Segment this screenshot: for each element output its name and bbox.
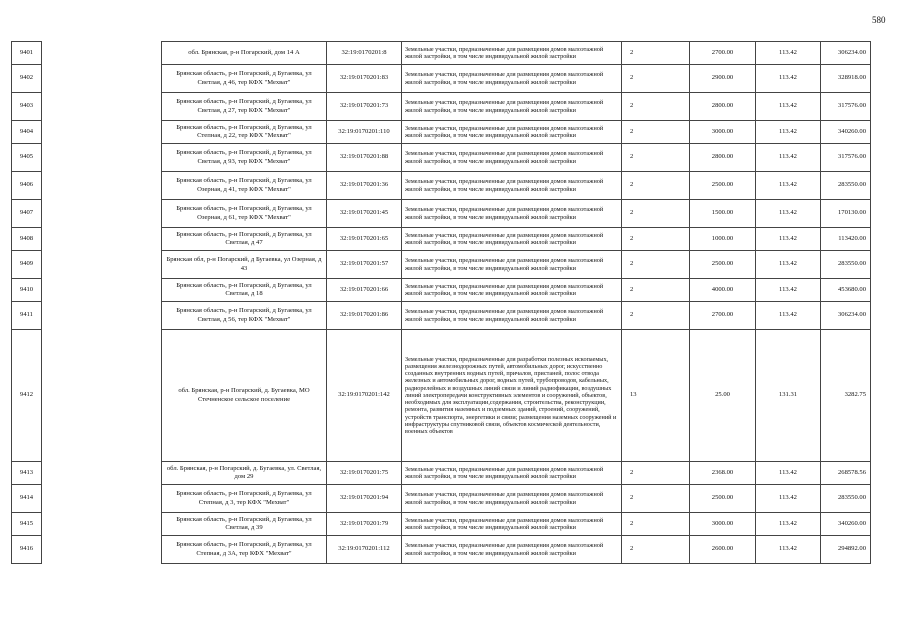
address-cell: Брянская область, р-н Погарский, д Бугаевка, ул Озерная, д 41, тер КФХ "Мехват" [162,172,327,200]
cadastral-number-cell: 32:19:0170201:94 [327,485,402,513]
group-cell: 2 [622,279,690,302]
spacer-cell [42,513,162,536]
group-cell: 2 [622,42,690,65]
rate-cell: 113.42 [756,200,821,228]
area-cell: 2800.00 [690,144,756,172]
area-cell: 2600.00 [690,536,756,564]
group-cell: 2 [622,144,690,172]
rate-cell: 113.42 [756,172,821,200]
address-cell: обл. Брянская, р-н Погарский, д. Бугаевка, ул. Светлая, дом 29 [162,462,327,485]
table-row [12,251,871,279]
address-cell: обл. Брянская, р-н Погарский, д. Бугаевка, МО Стечненское сельское поселение [162,330,327,462]
cadastral-number-cell: 32:19:0170201:142 [327,330,402,462]
group-cell: 2 [622,93,690,121]
land-use-cell: Земельные участки, предназначенные для размещения домов малоэтажной жилой застройки, в том числе индивидуальной жилой застройки [402,42,622,65]
rate-cell: 113.42 [756,228,821,251]
area-cell: 2800.00 [690,93,756,121]
group-cell: 2 [622,228,690,251]
rate-cell: 113.42 [756,251,821,279]
row-number-cell: 9403 [12,93,42,121]
land-use-cell: Земельные участки, предназначенные для разработки полезных ископаемых, размещения железнодорожных путей, автомобильных дорог, искусственно созданных внутренних водных путей, причалов, пристаней, полос отвода железных и автомобильных дорог, водных путей, трубопроводов, кабельных, радиорелейных и воздушных линий связи и линий радиофикации, воздушных линий электропередачи конструктивных элементов и сооружений, объектов, необходимых для эксплуатации,содержания, строительства, реконструкции, ремонта, развития наземных и подземных зданий, строений, сооружений, устройств транспорта, энергетики и связи; размещения наземных сооружений и инфраструктуры спутниковой связи, объектов космической деятельности, военных объектов [402,330,622,462]
address-cell: Брянская область, р-н Погарский, д Бугаевка, ул Степная, д 22, тер КФХ "Мехват" [162,121,327,144]
table-row [12,536,871,564]
spacer-cell [42,200,162,228]
area-cell: 3000.00 [690,121,756,144]
area-cell: 2500.00 [690,172,756,200]
rate-cell: 113.42 [756,121,821,144]
cadastral-value-cell: 283550.00 [821,251,871,279]
row-number-cell: 9412 [12,330,42,462]
land-use-cell: Земельные участки, предназначенные для размещения домов малоэтажной жилой застройки, в том числе индивидуальной жилой застройки [402,200,622,228]
row-number-cell: 9414 [12,485,42,513]
address-cell: Брянская область, р-н Погарский, д Бугаевка, ул Степная, д 3, тер КФХ "Мехват" [162,485,327,513]
rate-cell: 113.42 [756,144,821,172]
group-cell: 2 [622,513,690,536]
spacer-cell [42,462,162,485]
address-cell: Брянская область, р-н Погарский, д Бугаевка, ул Светлая, д 27, тер КФХ "Мехват" [162,93,327,121]
table-row [12,228,871,251]
group-cell: 2 [622,121,690,144]
spacer-cell [42,536,162,564]
cadastral-number-cell: 32:19:0170201:36 [327,172,402,200]
spacer-cell [42,121,162,144]
cadastral-number-cell: 32:19:0170201:83 [327,65,402,93]
table-row [12,302,871,330]
group-cell: 2 [622,485,690,513]
row-number-cell: 9411 [12,302,42,330]
table-row [12,172,871,200]
area-cell: 2500.00 [690,485,756,513]
rate-cell: 113.42 [756,42,821,65]
rate-cell: 113.42 [756,93,821,121]
cadastral-number-cell: 32:19:0170201:57 [327,251,402,279]
area-cell: 1000.00 [690,228,756,251]
cadastral-value-cell: 3282.75 [821,330,871,462]
row-number-cell: 9402 [12,65,42,93]
table-row [12,93,871,121]
land-use-cell: Земельные участки, предназначенные для размещения домов малоэтажной жилой застройки, в том числе индивидуальной жилой застройки [402,279,622,302]
row-number-cell: 9404 [12,121,42,144]
table-row [12,513,871,536]
address-cell: Брянская область, р-н Погарский, д Бугаевка, ул Светлая, д 18 [162,279,327,302]
table-row [12,200,871,228]
cadastral-value-cell: 340260.00 [821,121,871,144]
row-number-cell: 9416 [12,536,42,564]
cadastral-number-cell: 32:19:0170201:86 [327,302,402,330]
land-cadastral-table [11,41,871,564]
cadastral-value-cell: 283550.00 [821,485,871,513]
table-row [12,485,871,513]
table-row [12,330,871,462]
spacer-cell [42,251,162,279]
area-cell: 2900.00 [690,65,756,93]
group-cell: 2 [622,302,690,330]
rate-cell: 113.42 [756,279,821,302]
land-use-cell: Земельные участки, предназначенные для размещения домов малоэтажной жилой застройки, в том числе индивидуальной жилой застройки [402,65,622,93]
land-use-cell: Земельные участки, предназначенные для размещения домов малоэтажной жилой застройки, в том числе индивидуальной жилой застройки [402,93,622,121]
cadastral-value-cell: 317576.00 [821,93,871,121]
table-row [12,65,871,93]
group-cell: 2 [622,462,690,485]
rate-cell: 113.42 [756,302,821,330]
land-use-cell: Земельные участки, предназначенные для размещения домов малоэтажной жилой застройки, в том числе индивидуальной жилой застройки [402,485,622,513]
cadastral-value-cell: 268578.56 [821,462,871,485]
row-number-cell: 9409 [12,251,42,279]
cadastral-value-cell: 328918.00 [821,65,871,93]
area-cell: 4000.00 [690,279,756,302]
address-cell: Брянская область, р-н Погарский, д Бугаевка, ул Степная, д 3А, тер КФХ "Мехват" [162,536,327,564]
rate-cell: 113.42 [756,513,821,536]
row-number-cell: 9406 [12,172,42,200]
land-use-cell: Земельные участки, предназначенные для размещения домов малоэтажной жилой застройки, в том числе индивидуальной жилой застройки [402,302,622,330]
cadastral-value-cell: 306234.00 [821,42,871,65]
cadastral-value-cell: 113420.00 [821,228,871,251]
address-cell: Брянская область, р-н Погарский, д Бугаевка, ул Светлая, д 56, тер КФХ "Мехват" [162,302,327,330]
rate-cell: 113.42 [756,65,821,93]
table-row [12,462,871,485]
land-use-cell: Земельные участки, предназначенные для размещения домов малоэтажной жилой застройки, в том числе индивидуальной жилой застройки [402,513,622,536]
table-body [12,42,871,564]
cadastral-number-cell: 32:19:0170201:110 [327,121,402,144]
land-use-cell: Земельные участки, предназначенные для размещения домов малоэтажной жилой застройки, в том числе индивидуальной жилой застройки [402,251,622,279]
cadastral-number-cell: 32:19:0170201:66 [327,279,402,302]
cadastral-value-cell: 306234.00 [821,302,871,330]
cadastral-number-cell: 32:19:0170201:65 [327,228,402,251]
area-cell: 2368.00 [690,462,756,485]
spacer-cell [42,93,162,121]
row-number-cell: 9405 [12,144,42,172]
row-number-cell: 9407 [12,200,42,228]
address-cell: Брянская область, р-н Погарский, д Бугаевка, ул Светлая, д 39 [162,513,327,536]
group-cell: 2 [622,65,690,93]
area-cell: 2500.00 [690,251,756,279]
cadastral-number-cell: 32:19:0170201:8 [327,42,402,65]
group-cell: 2 [622,251,690,279]
address-cell: Брянская область, р-н Погарский, д Бугаевка, ул Светлая, д 93, тер КФХ "Мехват" [162,144,327,172]
rate-cell: 113.42 [756,485,821,513]
land-use-cell: Земельные участки, предназначенные для размещения домов малоэтажной жилой застройки, в том числе индивидуальной жилой застройки [402,121,622,144]
land-use-cell: Земельные участки, предназначенные для размещения домов малоэтажной жилой застройки, в том числе индивидуальной жилой застройки [402,228,622,251]
area-cell: 1500.00 [690,200,756,228]
cadastral-number-cell: 32:19:0170201:79 [327,513,402,536]
address-cell: Брянская область, р-н Погарский, д Бугаевка, ул Светлая, д 47 [162,228,327,251]
spacer-cell [42,302,162,330]
row-number-cell: 9401 [12,42,42,65]
rate-cell: 113.42 [756,536,821,564]
row-number-cell: 9415 [12,513,42,536]
group-cell: 13 [622,330,690,462]
address-cell: Брянская область, р-н Погарский, д Бугаевка, ул Озерная, д 61, тер КФХ "Мехват" [162,200,327,228]
row-number-cell: 9410 [12,279,42,302]
land-use-cell: Земельные участки, предназначенные для размещения домов малоэтажной жилой застройки, в том числе индивидуальной жилой застройки [402,536,622,564]
land-use-cell: Земельные участки, предназначенные для размещения домов малоэтажной жилой застройки, в том числе индивидуальной жилой застройки [402,462,622,485]
land-use-cell: Земельные участки, предназначенные для размещения домов малоэтажной жилой застройки, в том числе индивидуальной жилой застройки [402,172,622,200]
address-cell: Брянская обл, р-н Погарский, д Бугаевка, ул Озерная, д 43 [162,251,327,279]
group-cell: 2 [622,172,690,200]
table-row [12,279,871,302]
cadastral-value-cell: 294892.00 [821,536,871,564]
spacer-cell [42,228,162,251]
cadastral-number-cell: 32:19:0170201:45 [327,200,402,228]
row-number-cell: 9413 [12,462,42,485]
spacer-cell [42,172,162,200]
area-cell: 25.00 [690,330,756,462]
row-number-cell: 9408 [12,228,42,251]
cadastral-value-cell: 283550.00 [821,172,871,200]
cadastral-value-cell: 453680.00 [821,279,871,302]
area-cell: 2700.00 [690,42,756,65]
cadastral-number-cell: 32:19:0170201:75 [327,462,402,485]
group-cell: 2 [622,200,690,228]
land-use-cell: Земельные участки, предназначенные для размещения домов малоэтажной жилой застройки, в том числе индивидуальной жилой застройки [402,144,622,172]
table-row [12,121,871,144]
cadastral-number-cell: 32:19:0170201:73 [327,93,402,121]
spacer-cell [42,42,162,65]
cadastral-number-cell: 32:19:0170201:112 [327,536,402,564]
area-cell: 3000.00 [690,513,756,536]
rate-cell: 113.42 [756,462,821,485]
cadastral-value-cell: 340260.00 [821,513,871,536]
page-number: 580 [872,15,886,25]
group-cell: 2 [622,536,690,564]
address-cell: обл. Брянская, р-н Погарский, дом 14 А [162,42,327,65]
table-row [12,144,871,172]
spacer-cell [42,330,162,462]
spacer-cell [42,485,162,513]
cadastral-value-cell: 317576.00 [821,144,871,172]
rate-cell: 131.31 [756,330,821,462]
address-cell: Брянская область, р-н Погарский, д Бугаевка, ул Светлая, д 46, тер КФХ "Мехват" [162,65,327,93]
spacer-cell [42,144,162,172]
area-cell: 2700.00 [690,302,756,330]
spacer-cell [42,279,162,302]
cadastral-value-cell: 170130.00 [821,200,871,228]
table-row [12,42,871,65]
cadastral-number-cell: 32:19:0170201:88 [327,144,402,172]
spacer-cell [42,65,162,93]
